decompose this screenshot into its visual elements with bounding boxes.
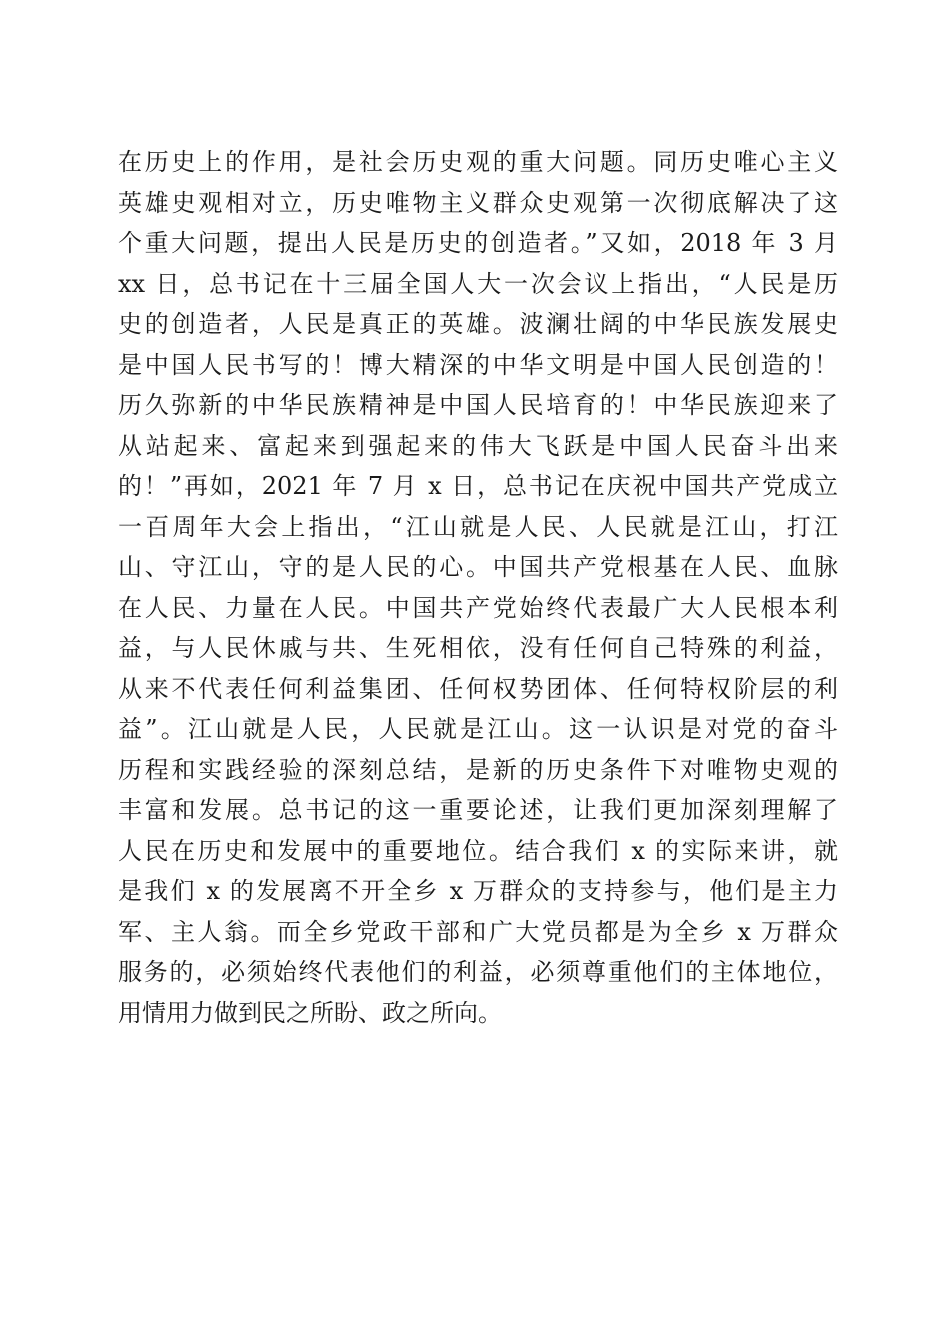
text-line: 从来不代表任何利益集团、任何权势团体、任何特权阶层的利 (118, 674, 838, 703)
text-line: 益”。江山就是人民，人民就是江山。这一认识是对党的奋斗 (118, 715, 838, 743)
text-line: 是我们 x 的发展离不开全乡 x 万群众的支持参与，他们是主力 (118, 877, 838, 905)
text-line: 在历史上的作用，是社会历史观的重大问题。同历史唯心主义 (118, 148, 838, 176)
text-line: 历程和实践经验的深刻总结，是新的历史条件下对唯物史观的 (118, 755, 838, 784)
text-line: 一百周年大会上指出，“江山就是人民、人民就是江山，打江 (118, 512, 838, 541)
body-paragraph (118, 142, 838, 1033)
text-line: 的！”再如，2021 年 7 月 x 日，总书记在庆祝中国共产党成立 (118, 472, 838, 500)
text-line: 个重大问题，提出人民是历史的创造者。”又如，2018 年 3 月 (118, 229, 838, 257)
text-line: 历久弥新的中华民族精神是中国人民培育的！中华民族迎来了 (118, 391, 838, 419)
text-line: 山、守江山，守的是人民的心。中国共产党根基在人民、血脉 (118, 553, 838, 581)
text-line: 在人民、力量在人民。中国共产党始终代表最广大人民根本利 (118, 593, 838, 622)
text-line: 用情用力做到民之所盼、政之所向。 (118, 998, 502, 1027)
text-line: 是中国人民书写的！博大精深的中华文明是中国人民创造的！ (118, 350, 838, 379)
text-line: 服务的，必须始终代表他们的利益，必须尊重他们的主体地位， (118, 958, 838, 986)
text-line: 军、主人翁。而全乡党政干部和广大党员都是为全乡 x 万群众 (118, 917, 838, 946)
text-line: 人民在历史和发展中的重要地位。结合我们 x 的实际来讲，就 (118, 836, 838, 865)
text-line: 丰富和发展。总书记的这一重要论述，让我们更加深刻理解了 (118, 796, 838, 824)
text-line: 从站起来、富起来到强起来的伟大飞跃是中国人民奋斗出来 (118, 431, 838, 460)
text-line: 英雄史观相对立，历史唯物主义群众史观第一次彻底解决了这 (118, 188, 838, 217)
text-line: 史的创造者，人民是真正的英雄。波澜壮阔的中华民族发展史 (118, 310, 838, 338)
text-line: xx 日，总书记在十三届全国人大一次会议上指出，“人民是历 (118, 269, 838, 298)
text-line: 益，与人民休戚与共、生死相依，没有任何自己特殊的利益， (118, 634, 838, 662)
